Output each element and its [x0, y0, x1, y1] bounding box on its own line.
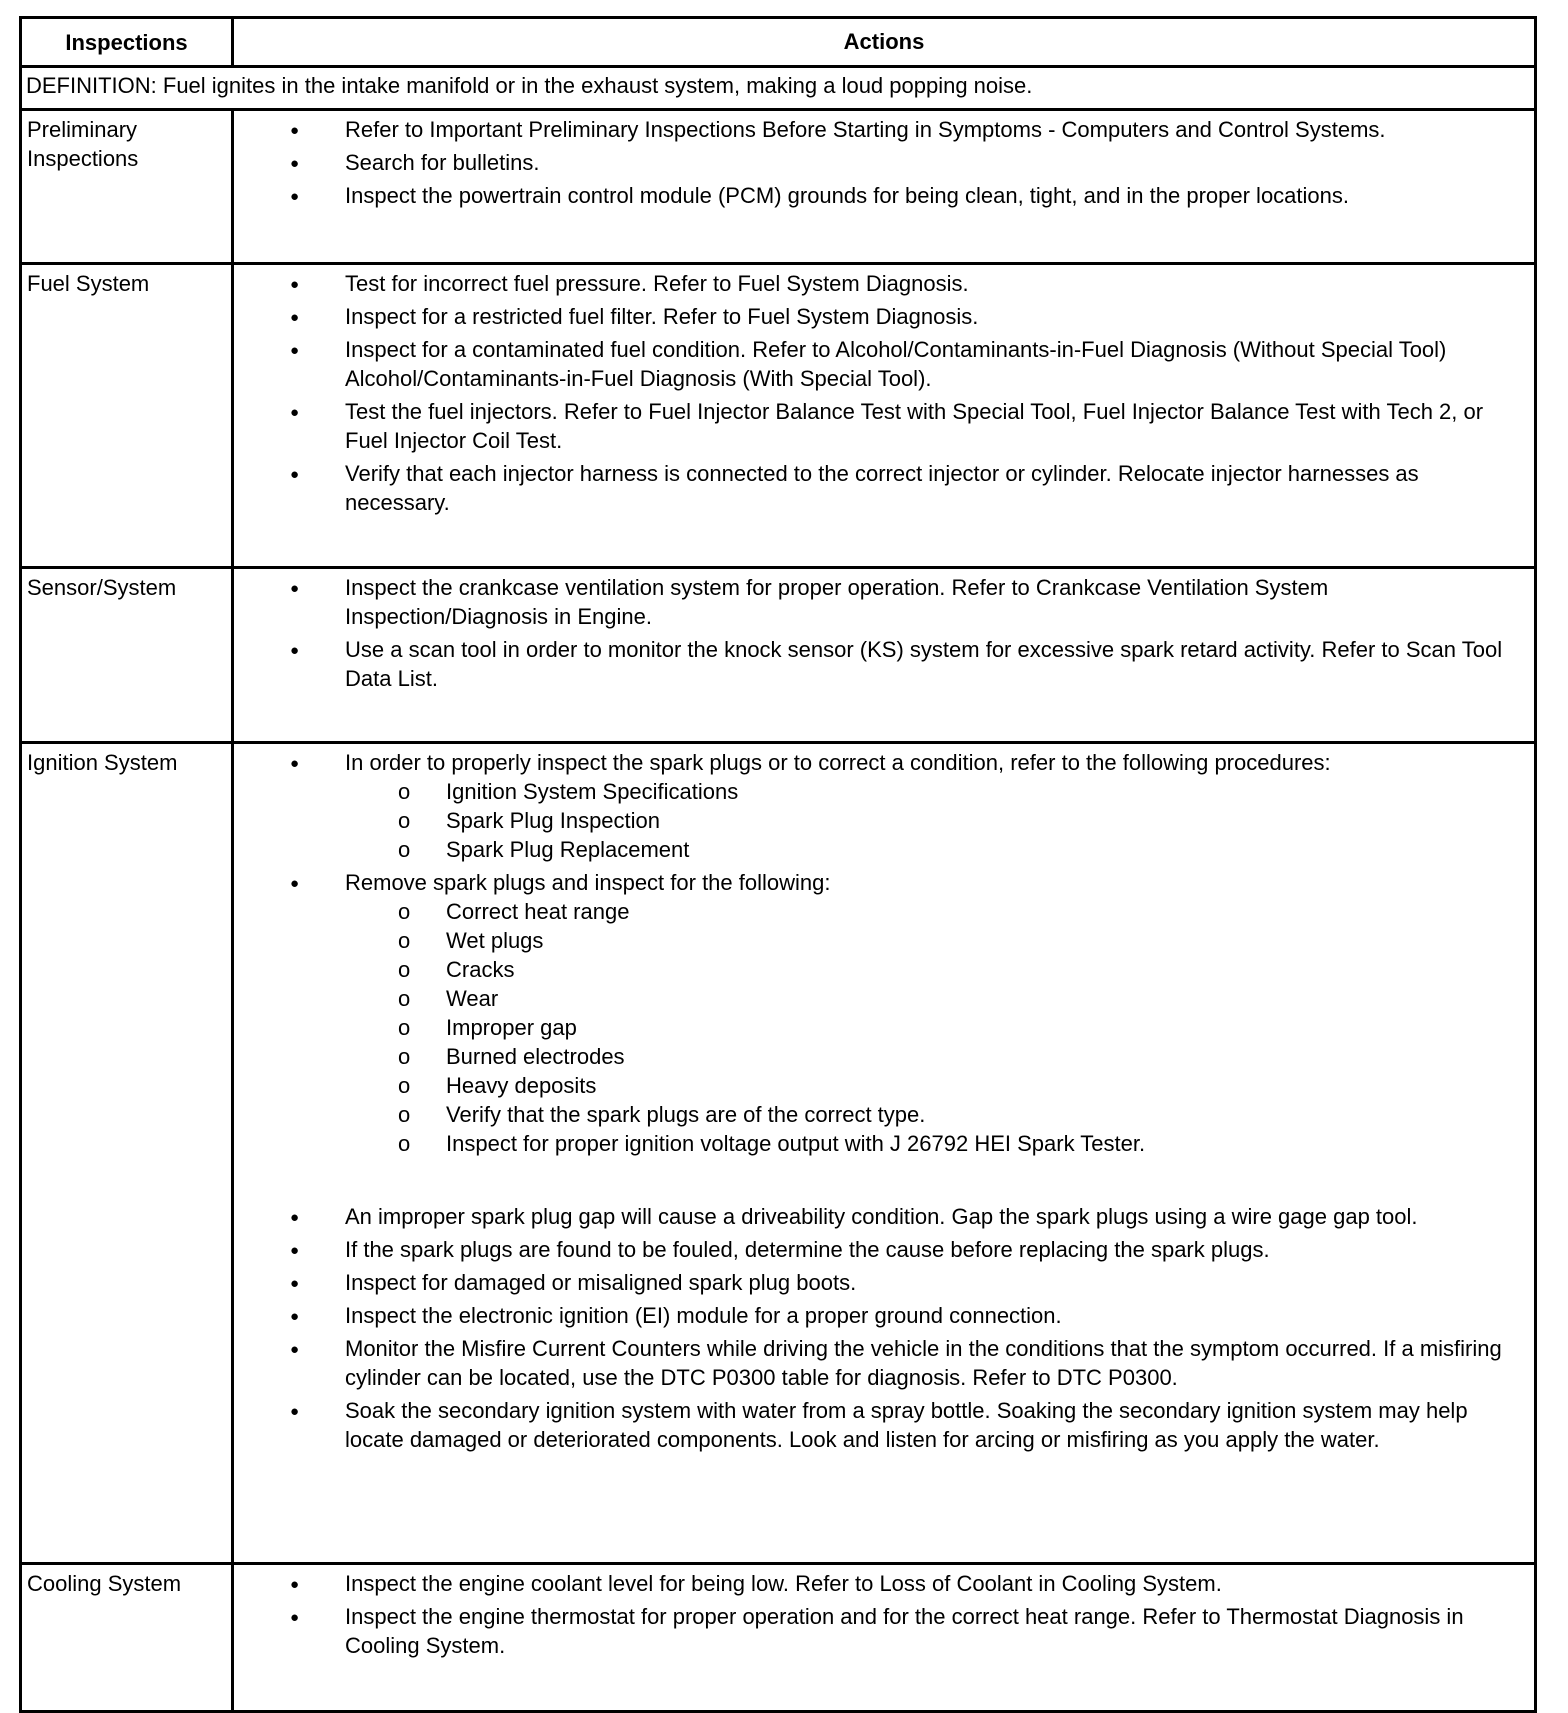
row-label: Fuel System: [21, 264, 233, 568]
table-row: [21, 568, 1536, 743]
table-row: [21, 1564, 1536, 1712]
row-label: Preliminary Inspections: [21, 110, 233, 264]
sub-item: o Spark Plug Inspection: [234, 806, 1526, 835]
sub-item: o Wear: [234, 984, 1526, 1013]
list-item: ● Verify that each injector harness is connected to the correct injector or cylinder. Relocate injector harnesses as necessary.: [234, 459, 1526, 517]
row-label: Ignition System: [21, 743, 233, 1564]
sub-item: o Verify that the spark plugs are of the correct type.: [234, 1100, 1526, 1129]
spacer: [234, 1162, 1526, 1202]
list-item: [234, 748, 1526, 864]
sub-item: o Ignition System Specifications: [234, 777, 1526, 806]
actions-header: Actions: [233, 18, 1536, 67]
inspections-header: Inspections: [21, 18, 233, 67]
list-item: ● Use a scan tool in order to monitor the knock sensor (KS) system for excessive spark retard activity. Refer to Scan Tool Data List.: [234, 635, 1526, 693]
list-item: ● Soak the secondary ignition system with water from a spray bottle. Soaking the secondary ignition system may help locate damaged or deteriorated components. Look and listen for arcing or misfiring as you apply the water.: [234, 1396, 1526, 1454]
list-item: ● Test for incorrect fuel pressure. Refer to Fuel System Diagnosis.: [234, 269, 1526, 298]
list-item: ● An improper spark plug gap will cause a driveability condition. Gap the spark plugs using a wire gage gap tool.: [234, 1202, 1526, 1231]
inspections-table: [19, 16, 1537, 1713]
action-list: [234, 111, 1534, 210]
definition: DEFINITION: Fuel ignites in the intake manifold or in the exhaust system, making a loud popping noise.: [21, 67, 1536, 110]
action-list: [234, 569, 1534, 693]
list-item: ● Inspect the engine thermostat for proper operation and for the correct heat range. Refer to Thermostat Diagnosis in Cooling System.: [234, 1602, 1526, 1660]
action-list: [234, 744, 1534, 1454]
list-item: ● Inspect the powertrain control module (PCM) grounds for being clean, tight, and in the proper locations.: [234, 181, 1526, 210]
table-row: [21, 264, 1536, 568]
sub-item: o Spark Plug Replacement: [234, 835, 1526, 864]
list-item: ● Refer to Important Preliminary Inspections Before Starting in Symptoms - Computers and Control Systems.: [234, 115, 1526, 144]
list-item: ● Inspect for a contaminated fuel condition. Refer to Alcohol/Contaminants-in-Fuel Diagnosis (Without Special Tool) Alcohol/Contaminants-in-Fuel Diagnosis (With Special Tool).: [234, 335, 1526, 393]
row-label: Sensor/System: [21, 568, 233, 743]
sub-item: o Burned electrodes: [234, 1042, 1526, 1071]
sub-item: o Wet plugs: [234, 926, 1526, 955]
list-item: ● Test the fuel injectors. Refer to Fuel Injector Balance Test with Special Tool, Fuel Injector Balance Test with Tech 2, or Fuel Injector Coil Test.: [234, 397, 1526, 455]
header-row: [21, 18, 1536, 67]
list-item: ● Inspect the electronic ignition (EI) module for a proper ground connection.: [234, 1301, 1526, 1330]
action-list: [234, 265, 1534, 517]
definition-row: [21, 67, 1536, 110]
list-item: [234, 868, 1526, 1158]
list-item-text: In order to properly inspect the spark plugs or to correct a condition, refer to the following procedures:: [345, 750, 1331, 775]
sub-item: o Heavy deposits: [234, 1071, 1526, 1100]
sub-item: o Improper gap: [234, 1013, 1526, 1042]
list-item: ● If the spark plugs are found to be fouled, determine the cause before replacing the spark plugs.: [234, 1235, 1526, 1264]
list-item: ● Inspect the engine coolant level for being low. Refer to Loss of Coolant in Cooling System.: [234, 1569, 1526, 1598]
list-item: ● Inspect for a restricted fuel filter. Refer to Fuel System Diagnosis.: [234, 302, 1526, 331]
row-label: Cooling System: [21, 1564, 233, 1712]
sub-item: o Inspect for proper ignition voltage output with J 26792 HEI Spark Tester.: [234, 1129, 1526, 1158]
list-item-text: Remove spark plugs and inspect for the following:: [345, 870, 831, 895]
list-item: ● Inspect the crankcase ventilation system for proper operation. Refer to Crankcase Ventilation System Inspection/Diagnosis in Engine.: [234, 573, 1526, 631]
action-list: [234, 1565, 1534, 1660]
table-row: [21, 743, 1536, 1564]
table-row: [21, 110, 1536, 264]
sub-item: o Correct heat range: [234, 897, 1526, 926]
list-item: ● Monitor the Misfire Current Counters while driving the vehicle in the conditions that the symptom occurred. If a misfiring cylinder can be located, use the DTC P0300 table for diagnosis. Refer to DTC P0300.: [234, 1334, 1526, 1392]
list-item: ● Inspect for damaged or misaligned spark plug boots.: [234, 1268, 1526, 1297]
list-item: ● Search for bulletins.: [234, 148, 1526, 177]
sub-item: o Cracks: [234, 955, 1526, 984]
